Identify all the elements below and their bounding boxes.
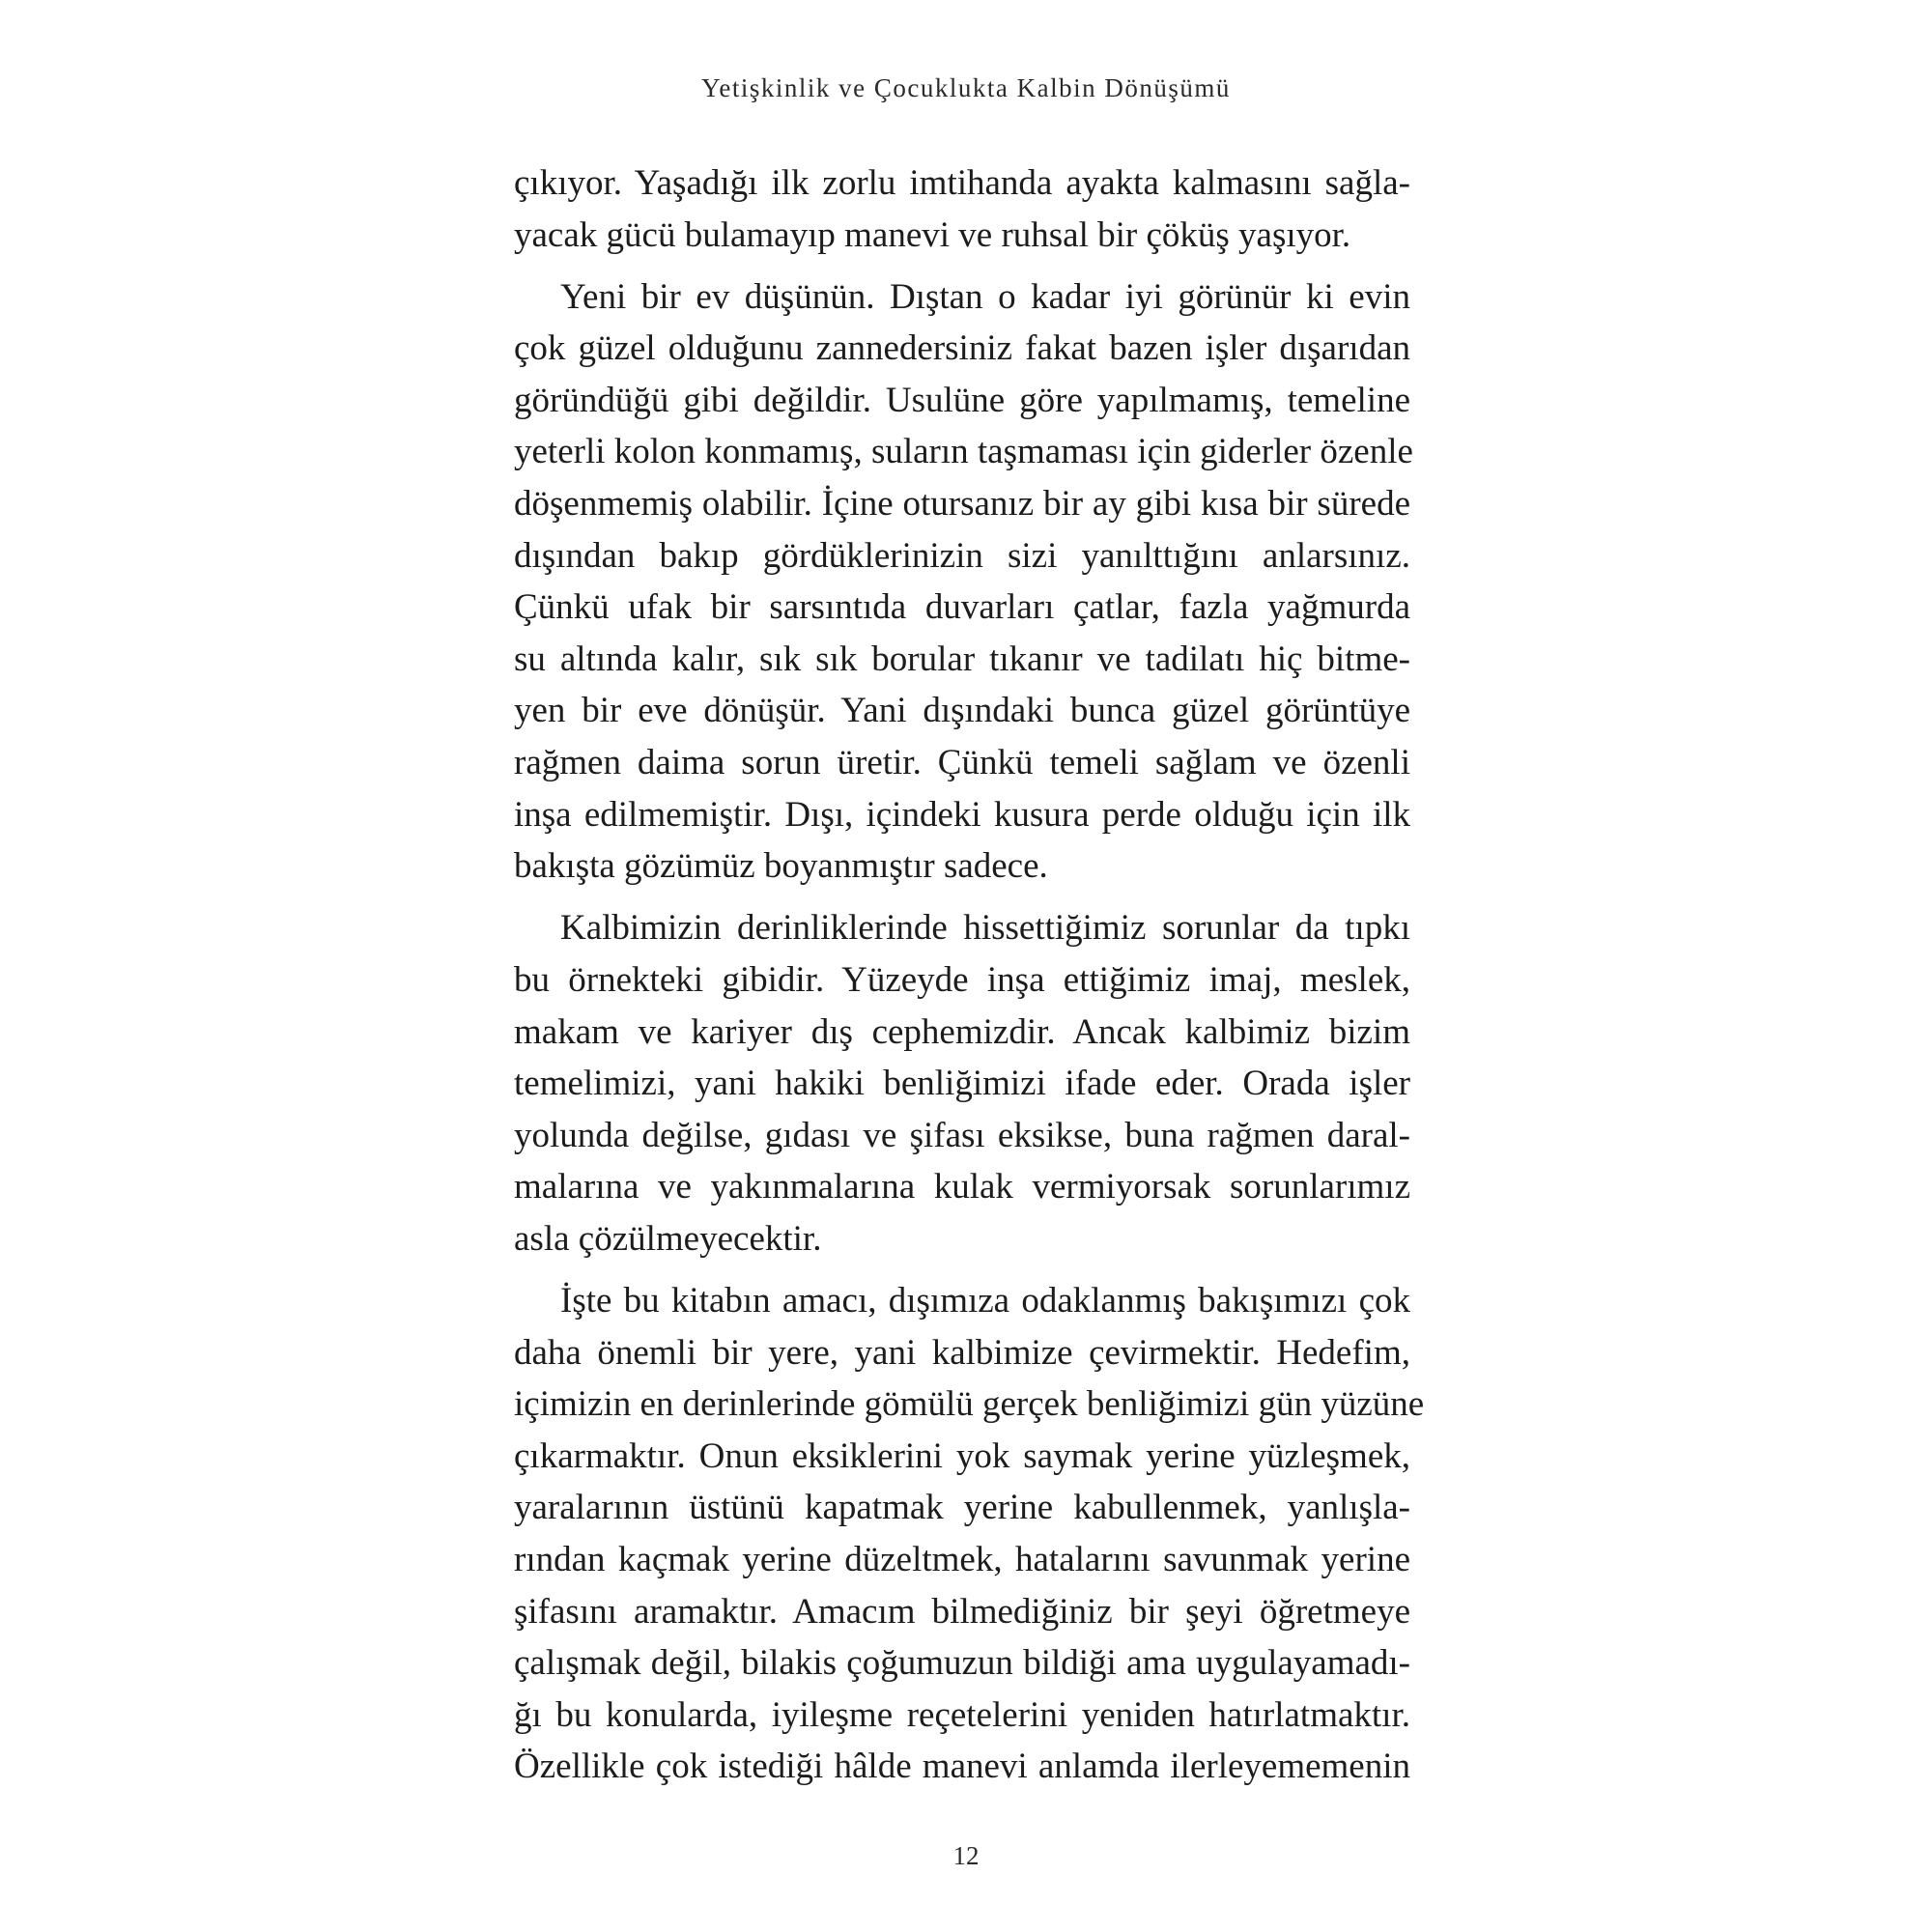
text-line: temelimizi, yani hakiki benliğimizi ifade eder. Orada işler (514, 1064, 1410, 1104)
text-line: inşa edilmemiştir. Dışı, içindeki kusura perde olduğu için ilk (514, 794, 1410, 835)
text-line: döşenmemiş olabilir. İçine otursanız bir ay gibi kısa bir sürede (514, 484, 1410, 525)
text-line: Yeni bir ev düşünün. Dıştan o kadar iyi görünür ki evin (560, 276, 1410, 317)
text-line: içimizin en derinlerinde gömülü gerçek benliğimizi gün yüzüne (514, 1384, 1425, 1425)
text-line: şifasını aramaktır. Amacım bilmediğiniz bir şeyi öğretmeye (514, 1591, 1410, 1632)
text-line: yen bir eve dönüşür. Yani dışındaki bunca güzel görüntüye (514, 691, 1410, 731)
paragraph (514, 157, 1410, 261)
text-line: makam ve kariyer dış cephemizdir. Ancak kalbimiz bizim (514, 1011, 1410, 1052)
text-line: daha önemli bir yere, yani kalbimize çevirmektir. Hedefim, (514, 1332, 1410, 1373)
text-line: yacak gücü bulamayıp manevi ve ruhsal bir çöküş yaşıyor. (514, 214, 1351, 255)
text-line: bu örnekteki gibidir. Yüzeyde inşa ettiğimiz imaj, meslek, (514, 959, 1410, 1000)
text-line: ğı bu konularda, iyileşme reçetelerini yeniden hatırlatmaktır. (514, 1694, 1410, 1735)
running-header: Yetişkinlik ve Çocuklukta Kalbin Dönüşümü (701, 73, 1231, 102)
text-line: dışından bakıp gördüklerinizin sizi yanılttığını anlarsınız. (514, 535, 1410, 576)
text-line: Çünkü ufak bir sarsıntıda duvarları çatlar, fazla yağmurda (514, 587, 1410, 628)
text-line: asla çözülmeyecektir. (514, 1218, 822, 1259)
body-text (514, 157, 1425, 1793)
text-line: çok güzel olduğunu zannedersiniz fakat bazen işler dışarıdan (514, 328, 1410, 369)
text-line: çıkıyor. Yaşadığı ilk zorlu imtihanda ayakta kalmasını sağla- (514, 163, 1410, 203)
text-line: bakışta gözümüz boyanmıştır sadece. (514, 846, 1048, 887)
text-line: su altında kalır, sık sık borular tıkanır ve tadilatı hiç bitme- (514, 639, 1410, 679)
text-line: malarına ve yakınmalarına kulak vermiyorsak sorunlarımız (514, 1167, 1410, 1208)
text-line: İşte bu kitabın amacı, dışımıza odaklanmış bakışımızı çok (560, 1280, 1410, 1321)
paragraph (514, 271, 1413, 893)
text-line: yaralarının üstünü kapatmak yerine kabullenmek, yanlışla- (514, 1488, 1410, 1528)
text-line: Özellikle çok istediği hâlde manevi anlamda ilerleyememenin (514, 1747, 1410, 1787)
text-line: rından kaçmak yerine düzeltmek, hatalarını savunmak yerine (514, 1539, 1410, 1579)
text-line: rağmen daima sorun üretir. Çünkü temeli sağlam ve özenli (514, 743, 1410, 783)
paragraph (514, 902, 1410, 1264)
text-line: göründüğü gibi değildir. Usulüne göre yapılmamış, temeline (514, 380, 1410, 420)
text-line: çalışmak değil, bilakis çoğumuzun bildiği ama uygulayamadı- (514, 1643, 1410, 1684)
text-line: Kalbimizin derinliklerinde hissettiğimiz sorunlar da tıpkı (560, 908, 1410, 949)
paragraph (514, 1275, 1425, 1793)
text-line: çıkarmaktır. Onun eksiklerini yok saymak yerine yüzleşmek, (514, 1435, 1410, 1476)
text-line: yeterli kolon konmamış, suların taşmaması için giderler özenle (514, 432, 1413, 472)
page-number: 12 (952, 1841, 980, 1870)
text-line: yolunda değilse, gıdası ve şifası eksikse, buna rağmen daral- (514, 1115, 1410, 1155)
